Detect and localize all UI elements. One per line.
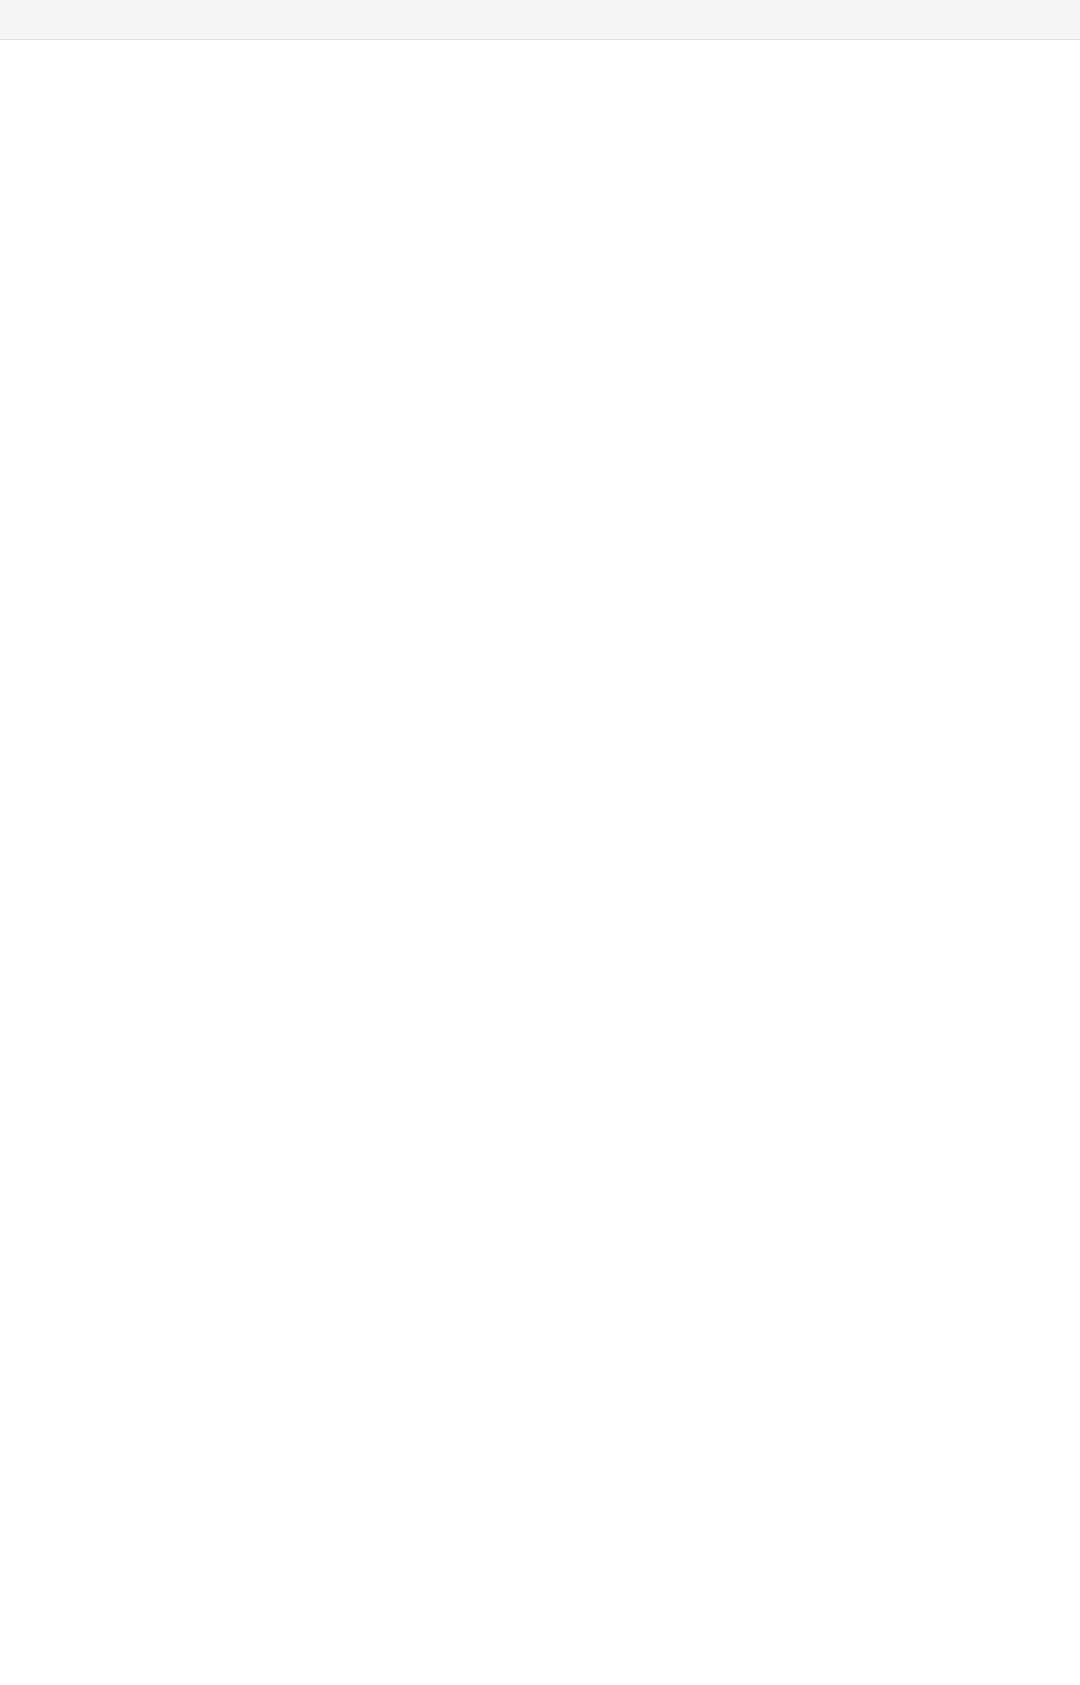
window-title-bar: [0, 0, 1080, 40]
main-content: [0, 40, 1080, 1685]
